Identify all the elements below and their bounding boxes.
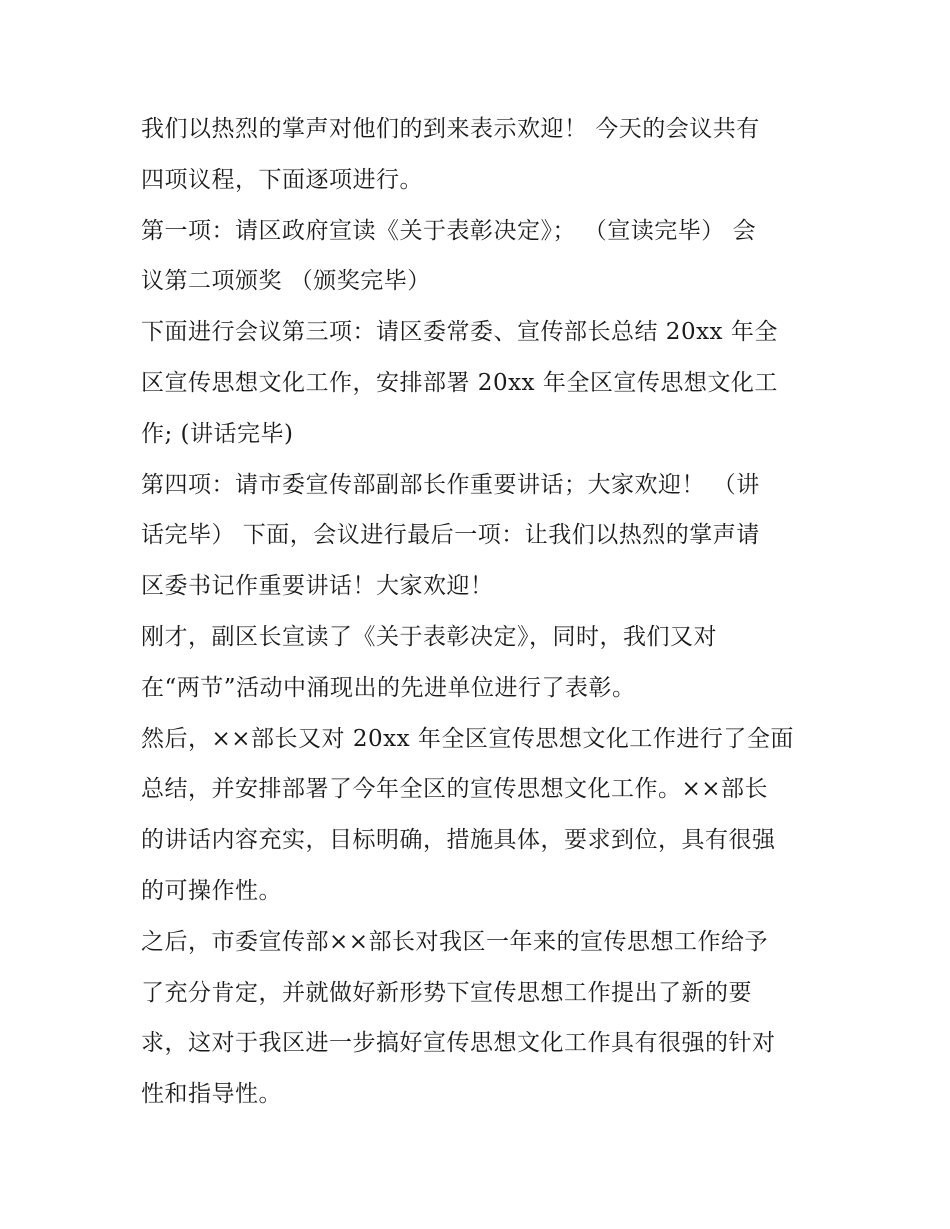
text-line: 第四项：请市委宣传部副部长作重要讲话；大家欢迎！ （讲 [141, 471, 760, 498]
text-line: 刚才，副区长宣读了《关于表彰决定》，同时，我们又对 [141, 623, 717, 650]
text-line: 四项议程，下面逐项进行。 [141, 166, 423, 193]
text-line: 然后，××部长又对 20xx 年全区宣传思想文化工作进行了全面 [141, 725, 794, 752]
text-line: 第一项：请区政府宣读《关于表彰决定》； （宣读完毕） 会 [141, 217, 757, 244]
text-line: 的讲话内容充实，目标明确，措施具体，要求到位，具有很强 [141, 827, 776, 854]
text-line: 了充分肯定，并就做好新形势下宣传思想工作提出了新的要 [141, 979, 752, 1006]
text-line: 之后，市委宣传部××部长对我区一年来的宣传思想工作给予 [141, 928, 769, 955]
text-line: 在“两节”活动中涌现出的先进单位进行了表彰。 [141, 674, 636, 701]
text-line: 区委书记作重要讲话！大家欢迎！ [141, 573, 494, 600]
text-line: 我们以热烈的掌声对他们的到来表示欢迎！ 今天的会议共有 [141, 116, 760, 142]
text-line: 的可操作性。 [141, 877, 282, 904]
text-line: 总结，并安排部署了今年全区的宣传思想文化工作。××部长 [141, 776, 769, 803]
text-line: 作; (讲话完毕) [141, 420, 294, 447]
document-body [141, 104, 821, 1120]
text-line: 议第二项颁奖 （颁奖完毕） [141, 268, 431, 295]
text-line: 求，这对于我区进一步搞好宣传思想文化工作具有很强的针对 [141, 1030, 776, 1057]
text-line: 下面进行会议第三项：请区委常委、宣传部长总结 20xx 年全 [141, 319, 778, 346]
text-line: 性和指导性。 [141, 1081, 282, 1108]
text-line: 区宣传思想文化工作，安排部署 20xx 年全区宣传思想文化工 [141, 369, 778, 396]
text-line: 话完毕） 下面，会议进行最后一项：让我们以热烈的掌声请 [141, 522, 760, 549]
